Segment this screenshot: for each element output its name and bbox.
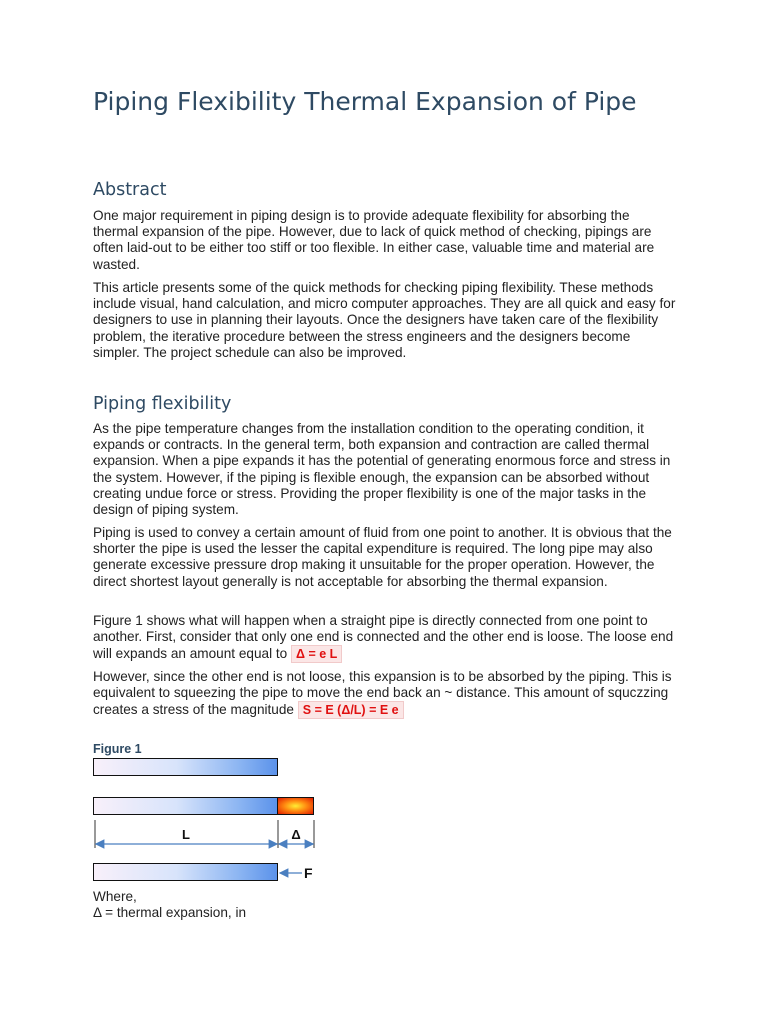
paragraph-3-text: Figure 1 shows what will happen when a straight pipe is directly connected from one point to another. First, consider that only one end is connected and the other end is loose. The loose end will expands an amount equal to bbox=[93, 613, 674, 662]
page-title: Piping Flexibility Thermal Expansion of Pipe bbox=[93, 87, 637, 116]
figure-caption: Figure 1 bbox=[93, 742, 142, 756]
abstract-paragraph-2: This article presents some of the quick methods for checking piping flexibility. These methods include visual, hand calculation, and micro computer approaches. They are all quick and easy for designers to use in planning their layouts. Once the designers have taken care of the flexibility problem, the iterative procedure between the stress engineers and the designers become simpler. The project schedule can also be improved. bbox=[93, 280, 676, 360]
flexibility-heading: Piping flexibility bbox=[93, 394, 232, 414]
dimension-lines bbox=[88, 812, 328, 882]
flexibility-paragraph-3 bbox=[93, 613, 678, 663]
abstract-heading: Abstract bbox=[93, 180, 167, 200]
where-block bbox=[93, 889, 246, 921]
pipe-at-rest bbox=[93, 758, 278, 776]
paragraph-4-text: However, since the other end is not loose, this expansion is to be absorbed by the piping. This is equivalent to squeezing the pipe to move the end back an ~ distance. This amount of squczzing creates a stress of the magnitude bbox=[93, 669, 672, 718]
flexibility-paragraph-4 bbox=[93, 669, 678, 719]
abstract-paragraph-1: One major requirement in piping design is to provide adequate flexibility for absorbing the thermal expansion of the pipe. However, due to lack of quick method of checking, pipings are often laid-out to be either too stiff or too flexible. In either case, valuable time and material are wasted. bbox=[93, 208, 655, 272]
stress-formula: S = E (Δ/L) = E e bbox=[298, 701, 404, 719]
where-delta-definition: Δ = thermal expansion, in bbox=[93, 905, 247, 921]
where-label: Where, bbox=[93, 889, 137, 904]
length-label: L bbox=[182, 827, 190, 842]
expansion-formula: Δ = e L bbox=[291, 645, 342, 663]
flexibility-paragraph-1: As the pipe temperature changes from the installation condition to the operating condition, it expands or contracts. In the general term, both expansion and contraction are called thermal expansion. When a pipe expands it has the potential of generating enormous force and stress in the system. However, if the piping is flexible enough, the expansion can be absorbed without creating undue force or stress. Providing the proper flexibility is one of the major tasks in the design of piping system. bbox=[93, 421, 671, 518]
flexibility-paragraph-2: Piping is used to convey a certain amount of fluid from one point to another. It is obvious that the shorter the pipe is used the lesser the capital expenditure is required. The long pipe may also generate excessive pressure drop making it unsuitable for the proper operation. However, the direct shortest layout generally is not acceptable for absorbing the thermal expansion. bbox=[93, 525, 672, 589]
delta-label: Δ bbox=[291, 827, 301, 842]
force-label: F bbox=[304, 865, 313, 881]
